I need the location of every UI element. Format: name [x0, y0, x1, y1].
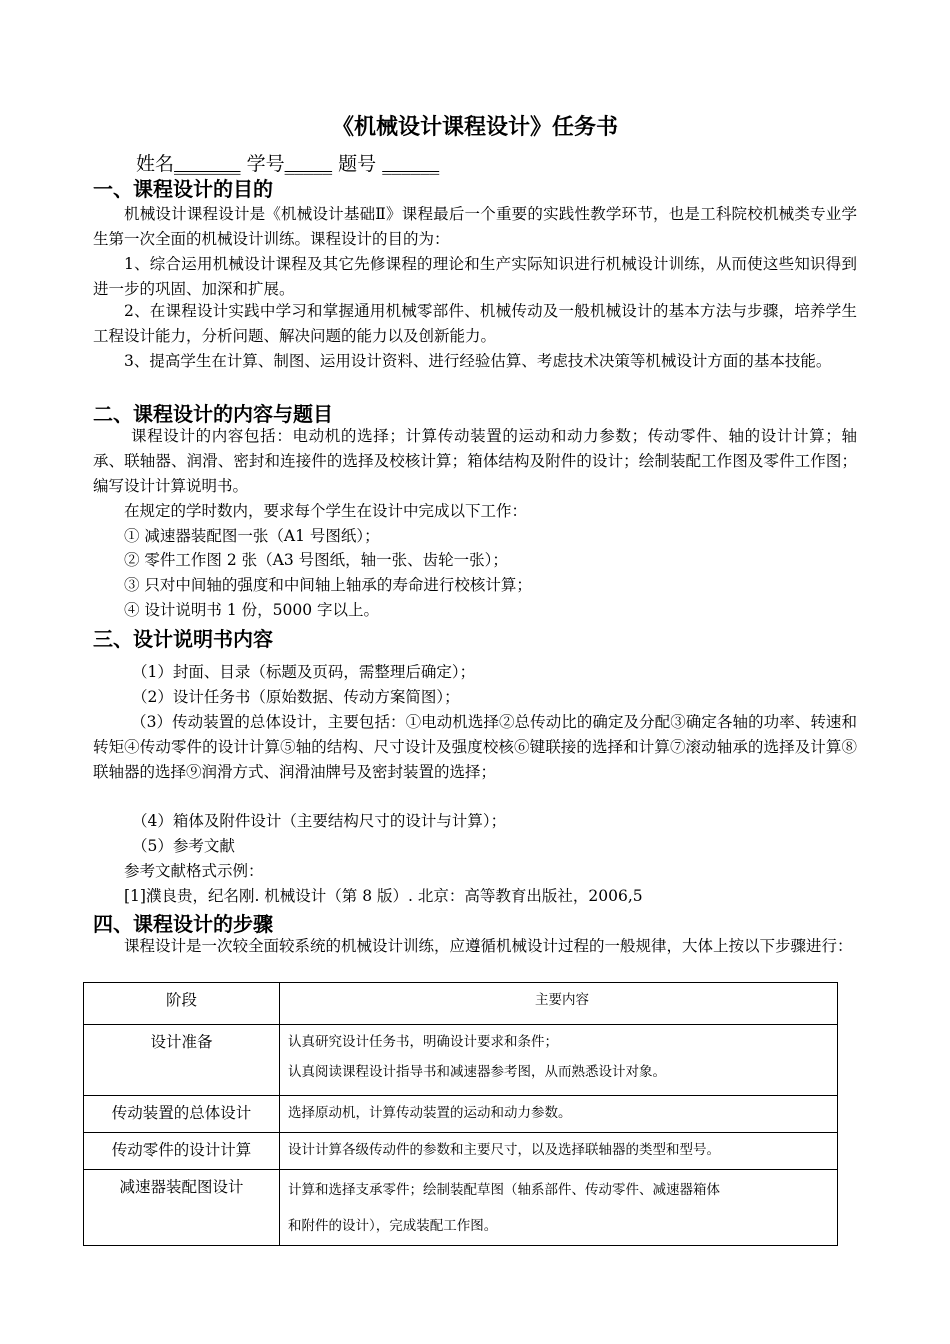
work-item-2: ② 零件工作图 2 张（A3 号图纸，轴一张、齿轮一张）； — [124, 551, 508, 569]
section-2-para-1: 课程设计的内容包括：电动机的选择；计算传动装置的运动和动力参数；传动零件、轴的设计计算；轴承、联轴器、润滑、密封和连接件的选择及校核计算；箱体结构及附件的设计；绘制装配工作图及零件工作图；编写设计计算说明书。 — [93, 427, 857, 495]
content-line: 认真阅读课程设计指导书和减速器参考图，从而熟悉设计对象。 — [288, 1064, 666, 1080]
manual-item-1: （1）封面、目录（标题及页码，需整理后确定）； — [132, 663, 476, 681]
header-content: 主要内容 — [280, 983, 838, 1025]
manual-item-5: （5）参考文献 — [132, 837, 235, 855]
stage-cell: 传动装置的总体设计 — [84, 1096, 280, 1133]
table-row — [84, 1025, 838, 1096]
section-1-item-1: 1、综合运用机械设计课程及其它先修课程的理论和生产实际知识进行机械设计训练，从而使这些知识得到进一步的巩固、加深和扩展。 — [93, 255, 857, 298]
manual-item-3: （3）传动装置的总体设计，主要包括：①电动机选择②总传动比的确定及分配③确定各轴的功率、转速和转矩④传动零件的设计计算⑤轴的结构、尺寸设计及强度校核⑥键联接的选择和计算⑦滚动轴承的选择及计算⑧联轴器的选择⑨润滑方式、润滑油牌号及密封装置的选择； — [93, 713, 857, 781]
document-title: 《机械设计课程设计》任务书 — [331, 115, 618, 140]
table-row — [84, 1133, 838, 1170]
topic-blank: ______ — [382, 153, 440, 175]
section-1-item-3: 3、提高学生在计算、制图、运用设计资料、进行经验估算、考虑技术决策等机械设计方面的基本技能。 — [124, 352, 832, 370]
section-1-heading: 一、课程设计的目的 — [93, 177, 273, 201]
content-line: 认真研究设计任务书，明确设计要求和条件； — [288, 1034, 558, 1050]
student-info-line — [136, 149, 439, 176]
topic-label: 题号 — [338, 153, 377, 175]
id-label: 学号 — [246, 153, 285, 175]
work-item-4: ④ 设计说明书 1 份，5000 字以上。 — [124, 601, 380, 619]
content-line: 计算和选择支承零件；绘制装配草图（轴系部件、传动零件、减速器箱体 — [288, 1182, 720, 1198]
section-1-item-2: 2、在课程设计实践中学习和掌握通用机械零部件、机械传动及一般机械设计的基本方法与步骤，培养学生工程设计能力，分析问题、解决问题的能力以及创新能力。 — [93, 302, 857, 345]
id-blank: _____ — [284, 153, 333, 175]
steps-table — [83, 982, 838, 1246]
section-2-para-2: 在规定的学时数内，要求每个学生在设计中完成以下工作： — [124, 502, 528, 520]
content-line: 设计计算各级传动件的参数和主要尺寸，以及选择联轴器的类型和型号。 — [288, 1142, 720, 1158]
reference-format-label: 参考文献格式示例： — [124, 862, 264, 880]
content-cell — [280, 1025, 838, 1096]
content-line: 和附件的设计），完成装配工作图。 — [288, 1218, 498, 1234]
content-cell — [280, 1133, 838, 1170]
section-3-heading: 三、设计说明书内容 — [93, 627, 273, 651]
reference-example: [1]濮良贵，纪名刚. 机械设计（第 8 版）. 北京：高等教育出版社，2006,5 — [124, 887, 643, 905]
table-row — [84, 1096, 838, 1133]
name-blank: _______ — [174, 153, 241, 175]
content-cell — [280, 1096, 838, 1133]
table-row — [84, 1170, 838, 1246]
stage-cell: 设计准备 — [84, 1025, 280, 1096]
section-1-intro: 机械设计课程设计是《机械设计基础Ⅱ》课程最后一个重要的实践性教学环节，也是工科院校机械类专业学生第一次全面的机械设计训练。课程设计的目的为： — [93, 205, 857, 248]
section-4-intro: 课程设计是一次较全面较系统的机械设计训练，应遵循机械设计过程的一般规律，大体上按以下步骤进行： — [124, 937, 853, 955]
header-stage: 阶段 — [84, 983, 280, 1025]
stage-cell: 传动零件的设计计算 — [84, 1133, 280, 1170]
stage-cell: 减速器装配图设计 — [84, 1170, 280, 1246]
section-4-heading: 四、课程设计的步骤 — [93, 912, 273, 936]
manual-item-4: （4）箱体及附件设计（主要结构尺寸的设计与计算）； — [132, 812, 507, 830]
content-line: 选择原动机，计算传动装置的运动和动力参数。 — [288, 1105, 572, 1121]
work-item-1: ① 减速器装配图一张（A1 号图纸）； — [124, 527, 380, 545]
manual-item-2: （2）设计任务书（原始数据、传动方案简图）； — [132, 688, 460, 706]
work-item-3: ③ 只对中间轴的强度和中间轴上轴承的寿命进行校核计算； — [124, 576, 532, 594]
content-cell — [280, 1170, 838, 1246]
table-header-row — [84, 983, 838, 1025]
section-2-heading: 二、课程设计的内容与题目 — [93, 402, 333, 426]
name-label: 姓名 — [136, 153, 175, 175]
